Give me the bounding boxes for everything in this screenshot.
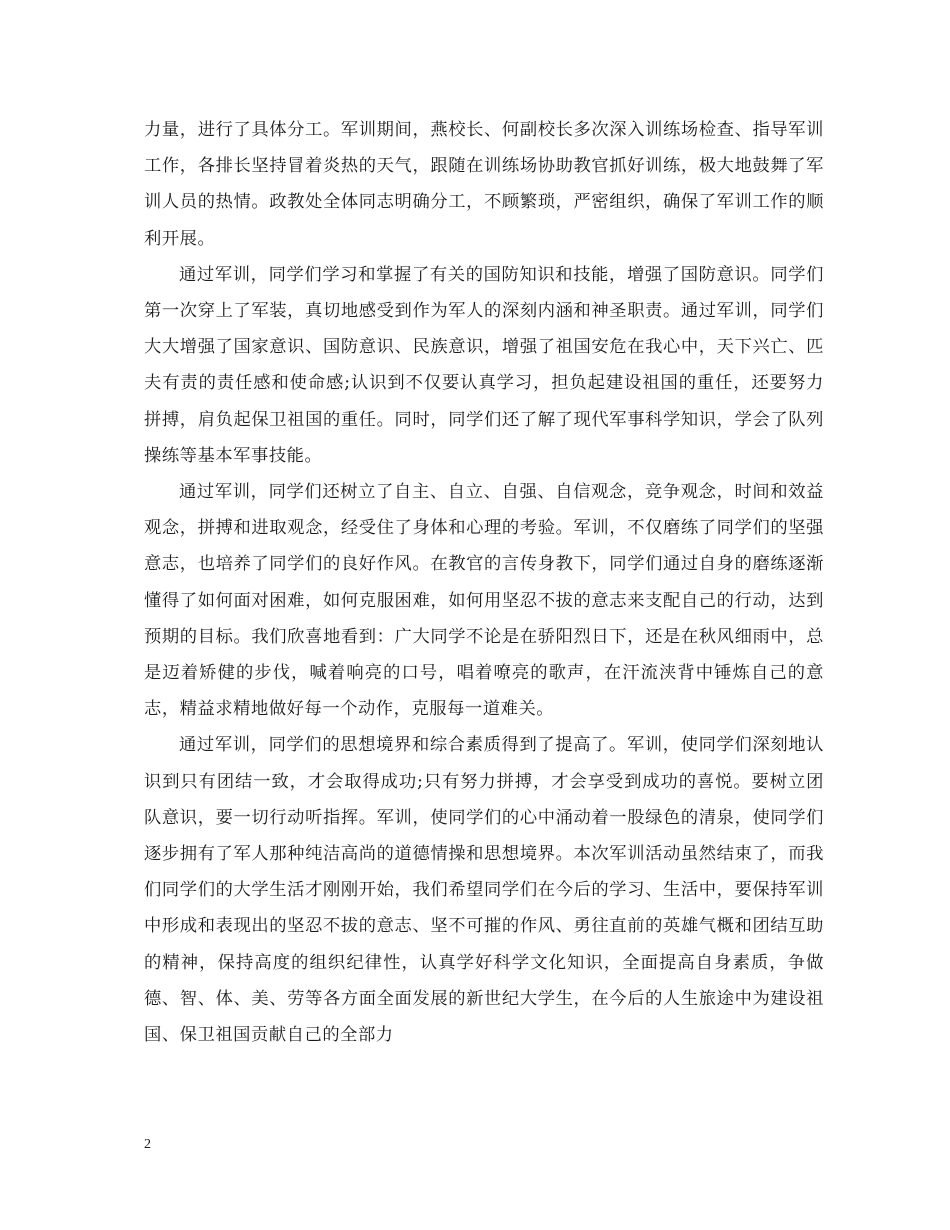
paragraph-1-continued: 力量，进行了具体分工。军训期间，燕校长、何副校长多次深入训练场检查、指导军训工作，各排长坚持冒着炎热的天气，跟随在训练场协助教官抓好训练，极大地鼓舞了军训人员的热情。政教处全体同志明确分工，不顾繁琐，严密组织，确保了军训工作的顺利开展。	[144, 120, 824, 249]
page-number: 2	[144, 1137, 151, 1152]
paragraph-3: 通过军训，同学们还树立了自主、自立、自强、自信观念，竞争观念，时间和效益观念，拼搏和进取观念，经受住了身体和心理的考验。军训，不仅磨练了同学们的坚强意志，也培养了同学们的良好作风。在教官的言传身教下，同学们通过自身的磨练逐渐懂得了如何面对困难，如何克服困难，如何用坚忍不拔的意志来支配自己的行动，达到预期的目标。我们欣喜地看到：广大同学不论是在骄阳烈日下，还是在秋风细雨中，总是迈着矫健的步伐，喊着响亮的口号，唱着嘹亮的歌声，在汗流浃背中锤炼自己的意志，精益求精地做好每一个动作，克服每一道难关。	[144, 482, 824, 720]
document-body	[144, 112, 824, 1053]
paragraph-4: 通过军训，同学们的思想境界和综合素质得到了提高了。军训，使同学们深刻地认识到只有团结一致，才会取得成功;只有努力拼搏，才会享受到成功的喜悦。要树立团队意识，要一切行动听指挥。军训，使同学们的心中涌动着一股绿色的清泉，使同学们逐步拥有了军人那种纯洁高尚的道德情操和思想境界。本次军训活动虽然结束了，而我们同学们的大学生活才刚刚开始，我们希望同学们在今后的学习、生活中，要保持军训中形成和表现出的坚忍不拔的意志、坚不可摧的作风、勇往直前的英雄气概和团结互助的精神，保持高度的组织纪律性，认真学好科学文化知识，全面提高自身素质，争做德、智、体、美、劳等各方面全面发展的新世纪大学生，在今后的人生旅途中为建设祖国、保卫祖国贡献自己的全部力	[144, 735, 824, 1046]
paragraph-2: 通过军训，同学们学习和掌握了有关的国防知识和技能，增强了国防意识。同学们第一次穿上了军装，真切地感受到作为军人的深刻内涵和神圣职责。通过军训，同学们大大增强了国家意识、国防意识、民族意识，增强了祖国安危在我心中，天下兴亡、匹夫有责的责任感和使命感;认识到不仅要认真学习，担负起建设祖国的重任，还要努力拼搏，肩负起保卫祖国的重任。同时，同学们还了解了现代军事科学知识，学会了队列操练等基本军事技能。	[144, 264, 824, 466]
